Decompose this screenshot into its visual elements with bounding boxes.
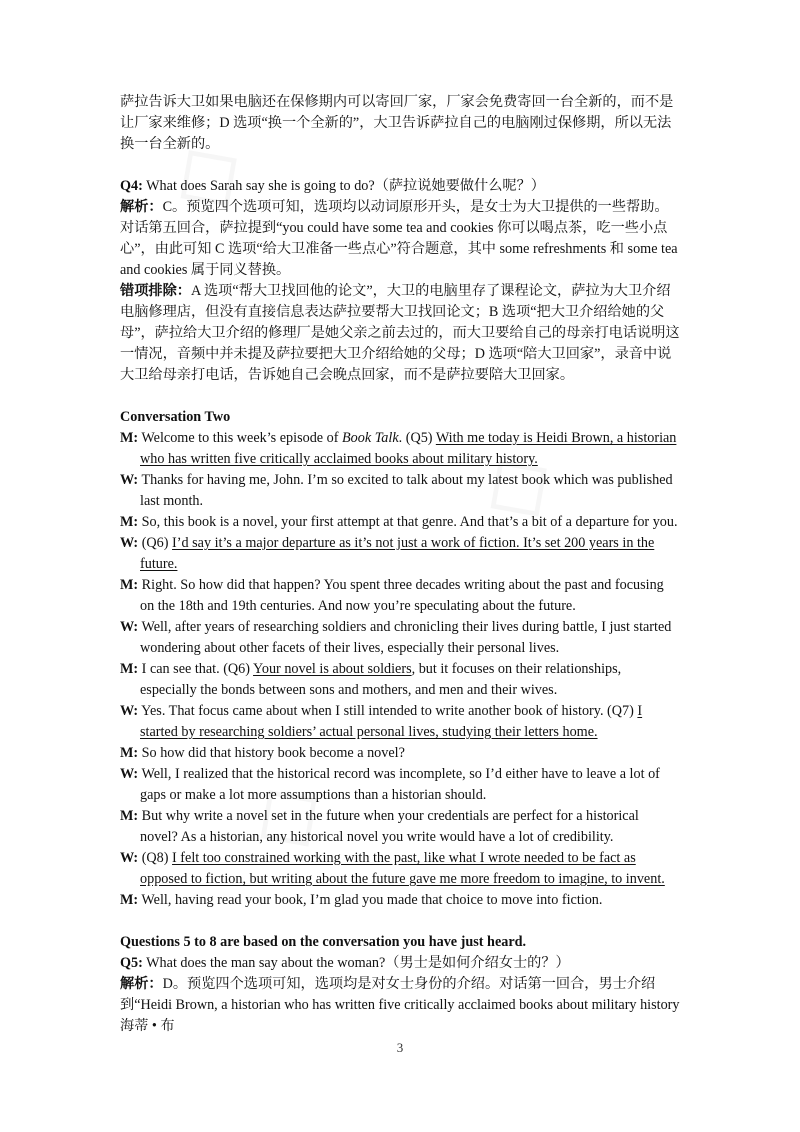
speaker-label: W: xyxy=(120,619,139,635)
line-underlined-text: I felt too constrained working with the past, like what I wrote needed to be fact as opposed to fiction, but writing about the future gave me more freedom to imagine, to invent. xyxy=(140,850,665,887)
line-text: So how did that history book become a novel? xyxy=(141,745,405,761)
q5-analysis xyxy=(120,974,680,1037)
q4-analysis-text: C。预览四个选项可知，选项均以动词原形开头，是女士为大卫提供的一些帮助。对话第五回合，萨拉提到“you could have some tea and cookies 你可以喝点茶，吃一些小点心”，由此可知 C 选项“给大卫准备一些点心”符合题意，其中 some refreshments 和 some tea and cookies 属于同义替换。 xyxy=(120,199,678,278)
speaker-label: M: xyxy=(120,430,139,446)
dialogue-line xyxy=(120,533,680,575)
line-text: I can see that. (Q6) xyxy=(141,661,254,677)
speaker-label: M: xyxy=(120,661,139,677)
line-italic-text: Book Talk xyxy=(342,430,399,446)
line-underlined-text: I’d say it’s a major departure as it’s not just a work of fiction. It’s set 200 years in the future. xyxy=(140,535,655,572)
dialogue-line xyxy=(120,743,680,764)
dialogue-line xyxy=(120,701,680,743)
dialogue-line xyxy=(120,848,680,890)
line-underlined-text: I started by researching soldiers’ actual personal lives, studying their letters home. xyxy=(140,703,643,740)
q4-exclusion-text: A 选项“帮大卫找回他的论文”，大卫的电脑里存了课程论文，萨拉为大卫介绍电脑修理店，但没有直接信息表达萨拉要帮大卫找回论文；B 选项“把大卫介绍给她的父母”，萨拉给大卫介绍的修理厂是她父亲之前去过的，而大卫要给自己的母亲打电话说明这一情况，音频中并未提及萨拉要把大卫介绍给她的父母；D 选项“陪大卫回家”，录音中说大卫给母亲打电话，告诉她自己会晚点回家，而不是萨拉要陪大卫回家。 xyxy=(120,283,680,383)
line-text: . (Q5) xyxy=(398,430,436,446)
line-underlined-text: With me today is Heidi Brown, a historian who has written five critically acclaimed books about military history. xyxy=(140,430,677,467)
speaker-label: M: xyxy=(120,514,139,530)
dialogue-line xyxy=(120,764,680,806)
dialogue-line xyxy=(120,617,680,659)
intro-paragraph: 萨拉告诉大卫如果电脑还在保修期内可以寄回厂家，厂家会免费寄回一台全新的，而不是让厂家来维修；D 选项“换一个全新的”，大卫告诉萨拉自己的电脑刚过保修期，所以无法换一台全新的。 xyxy=(120,94,674,152)
q5-question-text: What does the man say about the woman?（男士是如何介绍女士的？） xyxy=(146,955,570,971)
speaker-label: W: xyxy=(120,703,139,719)
line-text: But why write a novel set in the future when your credentials are perfect for a historical novel? As a historian, any historical novel you write would have a lot of credibility. xyxy=(140,808,639,845)
line-text: Welcome to this week’s episode of xyxy=(141,430,343,446)
line-text: Thanks for having me, John. I’m so excited to talk about my latest book which was published last month. xyxy=(140,472,673,509)
q4-analysis xyxy=(120,197,680,281)
line-text: Yes. That focus came about when I still intended to write another book of history. (Q7) xyxy=(141,703,638,719)
dialogue-line xyxy=(120,806,680,848)
questions-heading xyxy=(120,932,680,953)
q4-question xyxy=(120,176,680,197)
page-number: 3 xyxy=(396,1040,404,1055)
speaker-label: M: xyxy=(120,892,139,908)
q5-label: Q5: xyxy=(120,955,143,971)
line-text: So, this book is a novel, your first attempt at that genre. And that’s a bit of a departure for you. xyxy=(141,514,678,530)
q4-label: Q4: xyxy=(120,178,143,194)
speaker-label: M: xyxy=(120,745,139,761)
conversation-heading-text: Conversation Two xyxy=(120,409,231,425)
q5-analysis-text: D。预览四个选项可知，选项均是对女士身份的介绍。对话第一回合，男士介绍到“Heidi Brown, a historian who has written five critically acclaimed books about military history 海蒂 • 布 xyxy=(120,976,680,1034)
line-text: (Q8) xyxy=(141,850,173,866)
dialogue-line xyxy=(120,890,680,911)
transcript xyxy=(120,428,680,911)
analysis-label: 解析： xyxy=(120,976,163,992)
dialogue-line xyxy=(120,470,680,512)
speaker-label: M: xyxy=(120,577,139,593)
line-text: Well, after years of researching soldiers and chronicling their lives during battle, I just started wondering about other facets of their lives, especially their personal lives. xyxy=(140,619,672,656)
q4-question-text: What does Sarah say she is going to do?（萨拉说她要做什么呢？） xyxy=(146,178,545,194)
document-body xyxy=(120,92,680,1037)
speaker-label: W: xyxy=(120,472,139,488)
speaker-label: W: xyxy=(120,850,139,866)
analysis-label: 解析： xyxy=(120,199,163,215)
line-text: , but it focuses on their relationships, especially the bonds between sons and mothers, and men and their wives. xyxy=(140,661,622,698)
dialogue-line xyxy=(120,512,680,533)
exclusion-label: 错项排除： xyxy=(120,283,191,299)
speaker-label: W: xyxy=(120,766,139,782)
dialogue-line xyxy=(120,659,680,701)
q5-question xyxy=(120,953,680,974)
speaker-label: W: xyxy=(120,535,139,551)
line-text: (Q6) xyxy=(141,535,173,551)
dialogue-line xyxy=(120,575,680,617)
line-underlined-text: Your novel is about soldiers xyxy=(253,661,412,677)
q4-exclusion xyxy=(120,281,680,386)
line-text: Well, having read your book, I’m glad you made that choice to move into fiction. xyxy=(141,892,603,908)
speaker-label: M: xyxy=(120,808,139,824)
line-text: Right. So how did that happen? You spent three decades writing about the past and focusing on the 18th and 19th centuries. And now you’re speculating about the future. xyxy=(140,577,664,614)
conversation-heading xyxy=(120,407,680,428)
line-text: Well, I realized that the historical record was incomplete, so I’d either have to leave a lot of gaps or make a lot more assumptions than a historian should. xyxy=(140,766,660,803)
dialogue-line xyxy=(120,428,680,470)
questions-heading-text: Questions 5 to 8 are based on the conversation you have just heard. xyxy=(120,934,527,950)
